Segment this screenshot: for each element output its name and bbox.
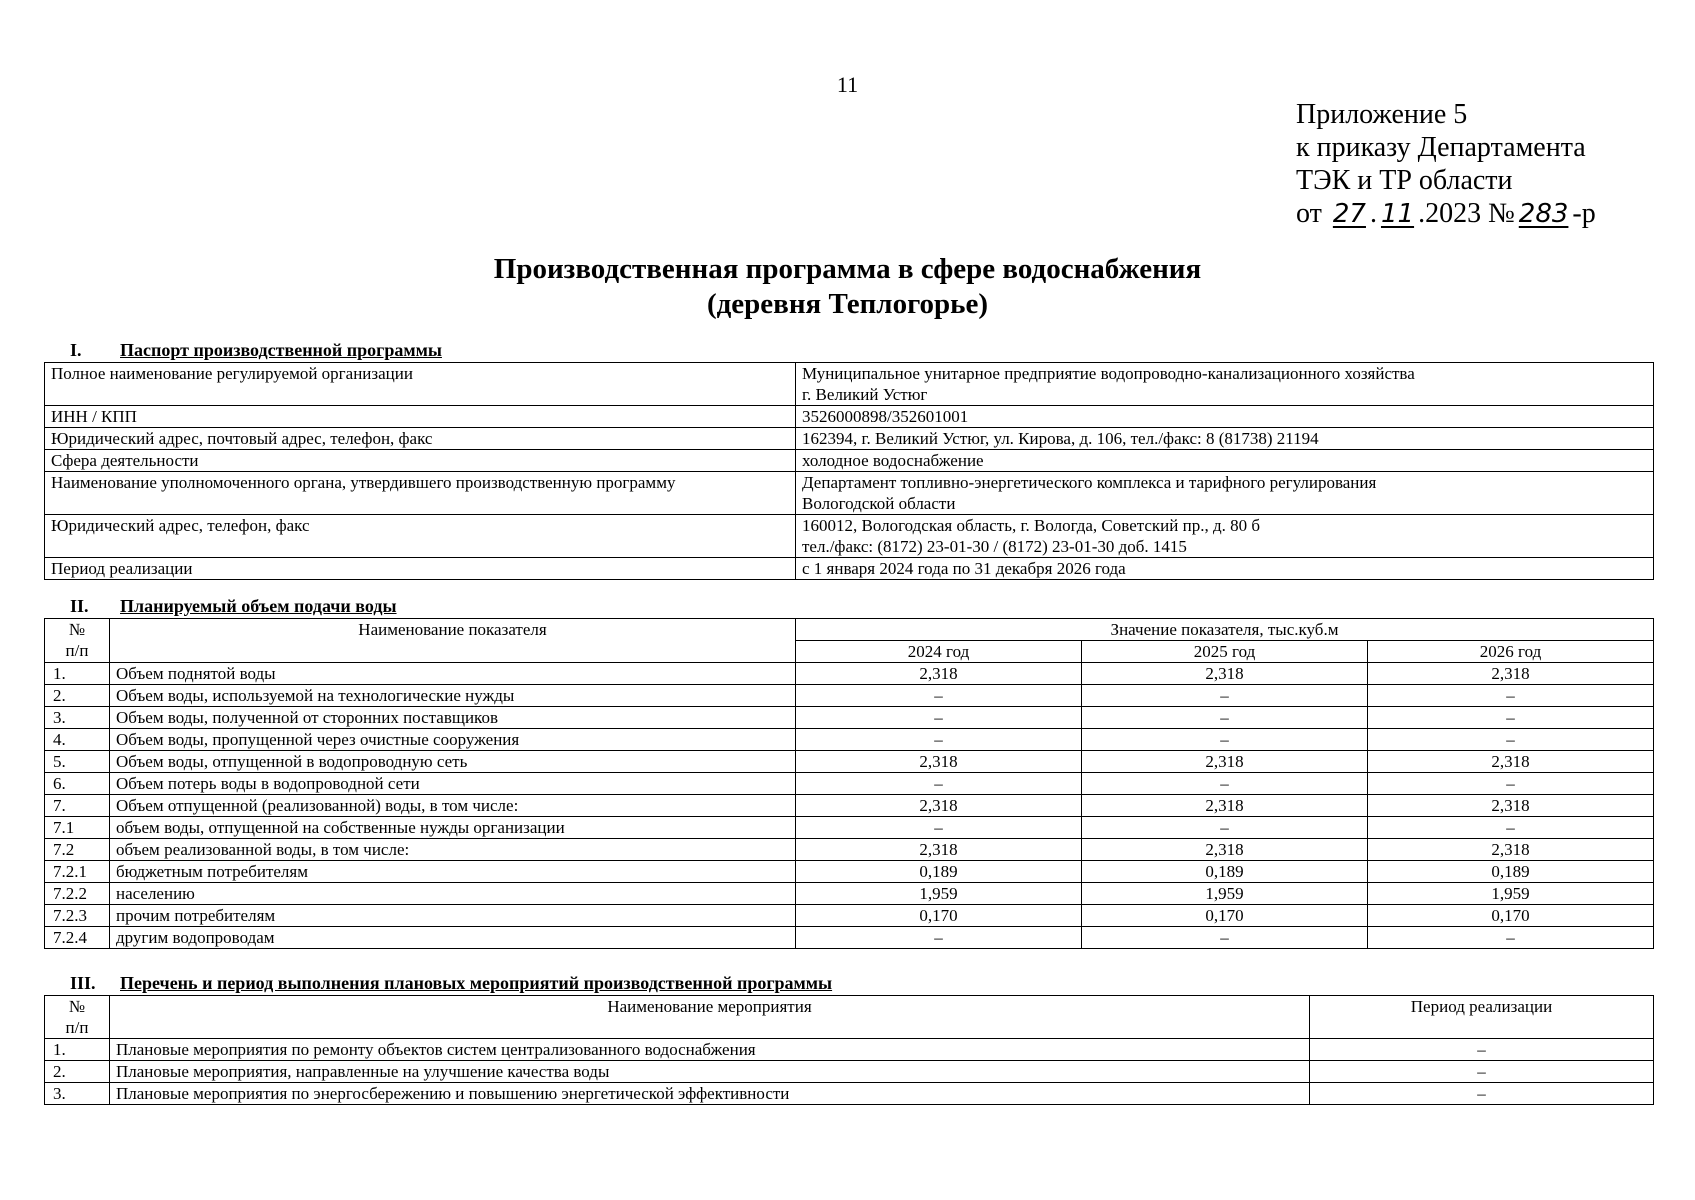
passport-value [796, 363, 1654, 406]
indicator-name: Объем поднятой воды [110, 663, 796, 685]
appendix-line-3: ТЭК и ТР области [1296, 165, 1513, 196]
section-1-title: Паспорт производственной программы [120, 340, 442, 360]
value-2025: 2,318 [1082, 663, 1368, 685]
value-2025: – [1082, 729, 1368, 751]
passport-label: ИНН / КПП [45, 406, 796, 428]
value-2024: 0,170 [796, 905, 1082, 927]
value-2026: 0,170 [1368, 905, 1654, 927]
passport-label: Юридический адрес, телефон, факс [45, 515, 796, 558]
handwritten-month: 11 [1380, 199, 1415, 229]
table-row [45, 472, 1654, 515]
section-2-title: Планируемый объем подачи воды [120, 596, 397, 616]
value-2026: 0,189 [1368, 861, 1654, 883]
table-row [45, 883, 1654, 905]
title-line-1: Производственная программа в сфере водоснабжения [493, 253, 1202, 285]
value-2025: 1,959 [1082, 883, 1368, 905]
value-2026: – [1368, 685, 1654, 707]
handwritten-number: 283 [1518, 199, 1569, 229]
table-row [45, 515, 1654, 558]
table-row [45, 1061, 1654, 1083]
indicator-name: Объем воды, используемой на технологические нужды [110, 685, 796, 707]
passport-value-line-2: Вологодской области [802, 494, 956, 513]
row-number: 7.2.4 [45, 927, 110, 949]
value-2024: 2,318 [796, 751, 1082, 773]
title-line-2: (деревня Теплогорье) [706, 288, 989, 320]
value-2025: – [1082, 685, 1368, 707]
value-2025: – [1082, 707, 1368, 729]
col-header-name: Наименование показателя [110, 619, 796, 663]
date-suffix: -р [1572, 198, 1596, 229]
passport-value: с 1 января 2024 года по 31 декабря 2026 года [796, 558, 1654, 580]
col-header-period: Период реализации [1310, 996, 1654, 1039]
passport-label: Наименование уполномоченного органа, утвердившего производственную программу [45, 472, 796, 515]
page-number: 11 [836, 72, 859, 97]
value-2026: 1,959 [1368, 883, 1654, 905]
value-2026: – [1368, 817, 1654, 839]
value-2024: – [796, 927, 1082, 949]
table-row [45, 751, 1654, 773]
value-2025: – [1082, 773, 1368, 795]
indicator-name: Объем воды, отпущенной в водопроводную сеть [110, 751, 796, 773]
water-volume-rows [45, 663, 1654, 949]
table-header-row [45, 619, 1654, 641]
col-header-number [45, 619, 110, 663]
section-3-number: III. [70, 973, 96, 993]
indicator-name: Объем воды, полученной от сторонних поставщиков [110, 707, 796, 729]
activity-period: – [1310, 1061, 1654, 1083]
value-2025: – [1082, 927, 1368, 949]
table-row [45, 817, 1654, 839]
value-2026: 2,318 [1368, 795, 1654, 817]
passport-value: холодное водоснабжение [796, 450, 1654, 472]
passport-value [796, 472, 1654, 515]
table-row [45, 558, 1654, 580]
value-2024: – [796, 773, 1082, 795]
water-volume-table [44, 618, 1654, 949]
section-2-heading [70, 596, 397, 617]
activity-name: Плановые мероприятия по ремонту объектов систем централизованного водоснабжения [110, 1039, 1310, 1061]
table-row [45, 927, 1654, 949]
col-header-year: 2026 год [1368, 641, 1654, 663]
row-number: 1. [45, 663, 110, 685]
value-2026: – [1368, 927, 1654, 949]
table-row [45, 839, 1654, 861]
table-row [45, 1039, 1654, 1061]
col-header-number-line-1: № [68, 620, 86, 639]
row-number: 5. [45, 751, 110, 773]
col-header-number-line-2: п/п [65, 641, 89, 660]
indicator-name: прочим потребителям [110, 905, 796, 927]
value-2025: 0,170 [1082, 905, 1368, 927]
appendix-block [1296, 98, 1596, 231]
value-2025: 2,318 [1082, 839, 1368, 861]
passport-label: Полное наименование регулируемой организации [45, 363, 796, 406]
passport-value-line-2: г. Великий Устюг [802, 385, 928, 404]
value-2024: – [796, 729, 1082, 751]
table-row [45, 428, 1654, 450]
section-1-number: I. [70, 340, 82, 360]
passport-label: Период реализации [45, 558, 796, 580]
table-row [45, 905, 1654, 927]
value-2025: – [1082, 817, 1368, 839]
value-2024: 2,318 [796, 663, 1082, 685]
row-number: 7.2.3 [45, 905, 110, 927]
passport-value-line-1: Муниципальное унитарное предприятие водопроводно-канализационного хозяйства [802, 364, 1415, 383]
value-2025: 2,318 [1082, 795, 1368, 817]
table-row [45, 1083, 1654, 1105]
passport-value [796, 515, 1654, 558]
table-row [45, 450, 1654, 472]
table-row [45, 861, 1654, 883]
row-number: 6. [45, 773, 110, 795]
table-row [45, 406, 1654, 428]
value-2026: – [1368, 773, 1654, 795]
row-number: 2. [45, 685, 110, 707]
indicator-name: бюджетным потребителям [110, 861, 796, 883]
value-2026: 2,318 [1368, 663, 1654, 685]
value-2026: 2,318 [1368, 839, 1654, 861]
appendix-line-1: Приложение 5 [1296, 99, 1468, 130]
table-row [45, 363, 1654, 406]
value-2025: 0,189 [1082, 861, 1368, 883]
activity-name: Плановые мероприятия по энергосбережению и повышению энергетической эффективности [110, 1083, 1310, 1105]
document-title [0, 252, 1695, 322]
row-number: 7.2 [45, 839, 110, 861]
indicator-name: населению [110, 883, 796, 905]
indicator-name: Объем отпущенной (реализованной) воды, в том числе: [110, 795, 796, 817]
passport-value-line-1: 160012, Вологодская область, г. Вологда, Советский пр., д. 80 б [802, 516, 1261, 535]
activity-period: – [1310, 1039, 1654, 1061]
col-header-year: 2024 год [796, 641, 1082, 663]
activities-table [44, 995, 1654, 1105]
col-header-activity: Наименование мероприятия [110, 996, 1310, 1039]
col-header-number-line-2: п/п [65, 1018, 89, 1037]
value-2026: – [1368, 729, 1654, 751]
table-row [45, 663, 1654, 685]
activity-name: Плановые мероприятия, направленные на улучшение качества воды [110, 1061, 1310, 1083]
passport-table [44, 362, 1654, 580]
value-2024: 2,318 [796, 839, 1082, 861]
table-row [45, 707, 1654, 729]
row-number: 7.2.1 [45, 861, 110, 883]
row-number: 7.1 [45, 817, 110, 839]
table-row [45, 795, 1654, 817]
value-2024: 1,959 [796, 883, 1082, 905]
section-2-number: II. [70, 596, 89, 616]
table-row [45, 773, 1654, 795]
appendix-line-2: к приказу Департамента [1296, 132, 1586, 163]
row-number: 3. [45, 707, 110, 729]
activities-rows [45, 1039, 1654, 1105]
row-number: 4. [45, 729, 110, 751]
indicator-name: Объем потерь воды в водопроводной сети [110, 773, 796, 795]
passport-value: 162394, г. Великий Устюг, ул. Кирова, д. 106, тел./факс: 8 (81738) 21194 [796, 428, 1654, 450]
date-year: .2023 № [1418, 198, 1515, 229]
passport-value-line-1: Департамент топливно-энергетического комплекса и тарифного регулирования [802, 473, 1377, 492]
indicator-name: Объем воды, пропущенной через очистные сооружения [110, 729, 796, 751]
value-2024: – [796, 817, 1082, 839]
indicator-name: другим водопроводам [110, 927, 796, 949]
value-2024: 0,189 [796, 861, 1082, 883]
passport-value-line-2: тел./факс: (8172) 23-01-30 / (8172) 23-01-30 доб. 1415 [802, 537, 1187, 556]
row-number: 7.2.2 [45, 883, 110, 905]
indicator-name: объем воды, отпущенной на собственные нужды организации [110, 817, 796, 839]
table-row [45, 729, 1654, 751]
value-2024: 2,318 [796, 795, 1082, 817]
passport-value: 3526000898/352601001 [796, 406, 1654, 428]
value-2025: 2,318 [1082, 751, 1368, 773]
row-number: 3. [45, 1083, 110, 1105]
value-2024: – [796, 707, 1082, 729]
activity-period: – [1310, 1083, 1654, 1105]
section-3-heading [70, 973, 832, 994]
indicator-name: объем реализованной воды, в том числе: [110, 839, 796, 861]
table-row [45, 685, 1654, 707]
col-header-value: Значение показателя, тыс.куб.м [796, 619, 1654, 641]
col-header-number [45, 996, 110, 1039]
appendix-date-line: от 27 . 11 .2023 № 283 -р [1296, 198, 1596, 229]
passport-label: Юридический адрес, почтовый адрес, телефон, факс [45, 428, 796, 450]
row-number: 7. [45, 795, 110, 817]
table-header-row [45, 996, 1654, 1039]
value-2026: 2,318 [1368, 751, 1654, 773]
value-2024: – [796, 685, 1082, 707]
col-header-year: 2025 год [1082, 641, 1368, 663]
row-number: 1. [45, 1039, 110, 1061]
section-1-heading [70, 340, 442, 361]
col-header-number-line-1: № [68, 997, 86, 1016]
value-2026: – [1368, 707, 1654, 729]
handwritten-day: 27 [1332, 199, 1366, 229]
passport-label: Сфера деятельности [45, 450, 796, 472]
date-prefix: от [1296, 198, 1322, 229]
row-number: 2. [45, 1061, 110, 1083]
section-3-title: Перечень и период выполнения плановых мероприятий производственной программы [120, 973, 833, 993]
